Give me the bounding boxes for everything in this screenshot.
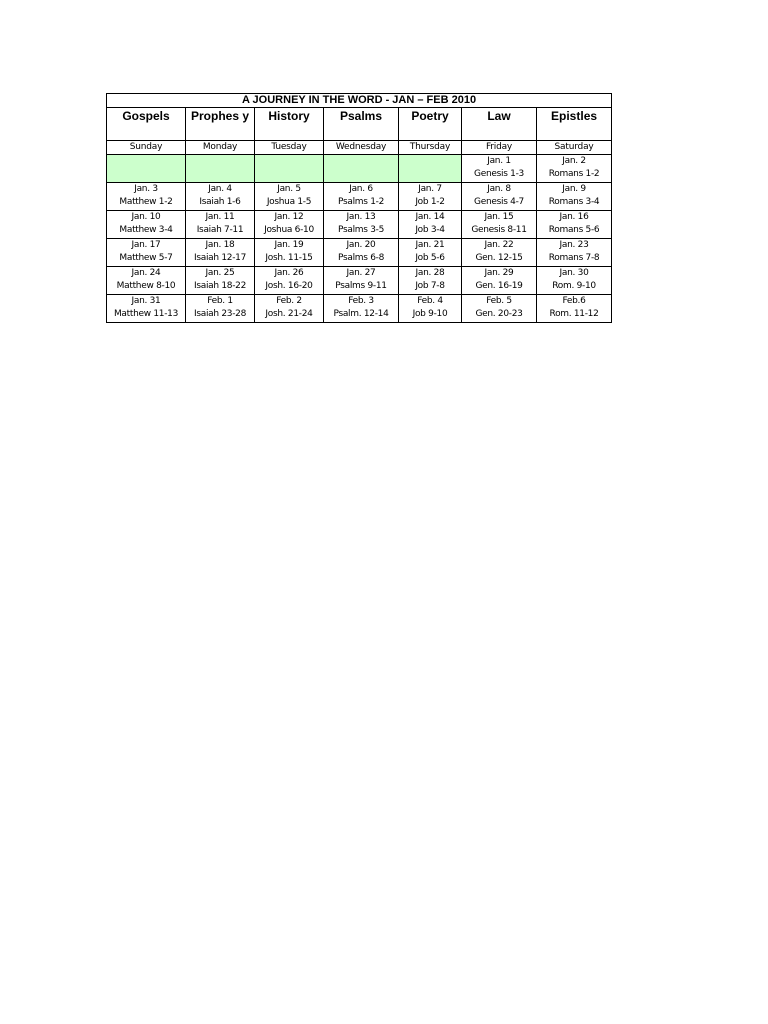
cell-date: Jan. 26 (274, 268, 304, 278)
cell-reading: Job 1-2 (415, 197, 445, 207)
day-monday: Monday (186, 141, 255, 155)
schedule-cell (186, 267, 255, 295)
schedule-cell (255, 295, 324, 323)
week-row (107, 155, 612, 183)
cell-date: Jan. 28 (415, 268, 445, 278)
cell-date: Jan. 21 (415, 240, 445, 250)
schedule-cell (537, 295, 612, 323)
schedule-cell (462, 211, 537, 239)
empty-highlighted-cell (186, 155, 255, 183)
schedule-cell (324, 239, 399, 267)
cell-date: Jan. 19 (274, 240, 304, 250)
schedule-cell (324, 267, 399, 295)
cell-reading: Rom. 11-12 (549, 309, 599, 319)
cell-reading: Isaiah 7-11 (196, 225, 244, 235)
cell-date: Jan. 23 (559, 240, 589, 250)
cell-reading: Romans 1-2 (548, 169, 600, 179)
cell-reading: Josh. 21-24 (265, 309, 313, 319)
cell-date: Jan. 14 (415, 212, 445, 222)
empty-highlighted-cell (255, 155, 324, 183)
cell-date: Feb. 2 (276, 296, 302, 306)
schedule-cell (462, 183, 537, 211)
cell-date: Jan. 20 (346, 240, 376, 250)
day-tuesday: Tuesday (255, 141, 324, 155)
schedule-cell (399, 183, 462, 211)
schedule-cell (186, 295, 255, 323)
cell-date: Jan. 12 (274, 212, 304, 222)
cell-reading: Job 9-10 (412, 309, 448, 319)
cell-reading: Rom. 9-10 (552, 281, 596, 291)
cell-reading: Psalm. 12-14 (333, 309, 389, 319)
schedule-cell (324, 211, 399, 239)
schedule-cell (186, 211, 255, 239)
schedule-cell (186, 183, 255, 211)
category-law: Law (462, 108, 537, 141)
schedule-cell (537, 183, 612, 211)
schedule-title: A JOURNEY IN THE WORD - JAN – FEB 2010 (107, 94, 612, 108)
cell-reading: Matthew 5-7 (119, 253, 173, 263)
cell-date: Jan. 29 (484, 268, 514, 278)
schedule-cell (107, 183, 186, 211)
cell-reading: Isaiah 23-28 (194, 309, 246, 319)
cell-date: Jan. 30 (559, 268, 589, 278)
schedule-cell (537, 211, 612, 239)
cell-reading: Isaiah 1-6 (199, 197, 241, 207)
schedule-cell (462, 295, 537, 323)
cell-date: Jan. 10 (131, 212, 161, 222)
schedule-cell (399, 267, 462, 295)
cell-date: Jan. 9 (562, 184, 586, 194)
schedule-cell (399, 211, 462, 239)
cell-date: Feb. 4 (417, 296, 443, 306)
empty-highlighted-cell (324, 155, 399, 183)
category-poetry: Poetry (399, 108, 462, 141)
schedule-cell (537, 267, 612, 295)
cell-reading: Joshua 6-10 (264, 225, 314, 235)
schedule-cell (462, 267, 537, 295)
schedule-cell (324, 295, 399, 323)
cell-date: Feb. 1 (207, 296, 233, 306)
day-friday: Friday (462, 141, 537, 155)
cell-date: Jan. 6 (349, 184, 373, 194)
cell-reading: Psalms 3-5 (338, 225, 384, 235)
cell-reading: Genesis 1-3 (474, 169, 524, 179)
reading-schedule-table (106, 93, 612, 323)
schedule-cell (537, 155, 612, 183)
cell-date: Jan. 11 (205, 212, 235, 222)
cell-reading: Romans 5-6 (548, 225, 600, 235)
cell-date: Jan. 7 (418, 184, 442, 194)
cell-date: Jan. 31 (131, 296, 161, 306)
cell-reading: Psalms 6-8 (338, 253, 384, 263)
cell-date: Jan. 25 (205, 268, 235, 278)
schedule-cell (324, 183, 399, 211)
title-row (107, 94, 612, 108)
day-row (107, 141, 612, 155)
cell-reading: Matthew 3-4 (119, 225, 173, 235)
cell-date: Jan. 18 (205, 240, 235, 250)
cell-date: Jan. 27 (346, 268, 376, 278)
day-sunday: Sunday (107, 141, 186, 155)
cell-date: Jan. 8 (487, 184, 511, 194)
week-row (107, 183, 612, 211)
week-row (107, 267, 612, 295)
cell-reading: Gen. 16-19 (475, 281, 523, 291)
cell-reading: Romans 7-8 (548, 253, 600, 263)
schedule-cell (107, 211, 186, 239)
cell-date: Jan. 24 (131, 268, 161, 278)
cell-reading: Matthew 1-2 (119, 197, 173, 207)
cell-date: Jan. 13 (346, 212, 376, 222)
cell-reading: Gen. 12-15 (475, 253, 523, 263)
category-epistles: Epistles (537, 108, 612, 141)
cell-reading: Joshua 1-5 (266, 197, 312, 207)
cell-date: Jan. 4 (208, 184, 232, 194)
cell-date: Feb.6 (562, 296, 586, 306)
cell-reading: Psalms 1-2 (338, 197, 384, 207)
day-saturday: Saturday (537, 141, 612, 155)
cell-reading: Gen. 20-23 (475, 309, 523, 319)
cell-reading: Josh. 11-15 (265, 253, 313, 263)
cell-reading: Genesis 8-11 (471, 225, 527, 235)
week-row (107, 295, 612, 323)
schedule-cell (255, 239, 324, 267)
cell-date: Jan. 3 (134, 184, 158, 194)
cell-date: Jan. 16 (559, 212, 589, 222)
schedule-cell (537, 239, 612, 267)
cell-date: Jan. 1 (487, 156, 511, 166)
cell-reading: Job 7-8 (415, 281, 445, 291)
cell-date: Jan. 2 (562, 156, 586, 166)
schedule-cell (255, 267, 324, 295)
category-history: History (255, 108, 324, 141)
cell-reading: Psalms 9-11 (335, 281, 387, 291)
cell-reading: Romans 3-4 (548, 197, 600, 207)
schedule-cell (186, 239, 255, 267)
cell-reading: Job 3-4 (415, 225, 445, 235)
schedule-cell (399, 295, 462, 323)
cell-reading: Matthew 8-10 (116, 281, 176, 291)
category-prophesy: Prophes y (186, 108, 255, 141)
day-thursday: Thursday (399, 141, 462, 155)
schedule-cell (255, 211, 324, 239)
cell-reading: Isaiah 12-17 (194, 253, 246, 263)
schedule-cell (462, 155, 537, 183)
schedule-cell (107, 267, 186, 295)
schedule-cell (107, 295, 186, 323)
cell-date: Jan. 15 (484, 212, 514, 222)
week-row (107, 211, 612, 239)
week-row (107, 239, 612, 267)
cell-reading: Genesis 4-7 (474, 197, 524, 207)
category-row (107, 108, 612, 141)
empty-highlighted-cell (399, 155, 462, 183)
cell-date: Jan. 22 (484, 240, 514, 250)
category-psalms: Psalms (324, 108, 399, 141)
schedule-cell (462, 239, 537, 267)
schedule-cell (255, 183, 324, 211)
cell-reading: Isaiah 18-22 (194, 281, 246, 291)
cell-date: Jan. 5 (277, 184, 301, 194)
schedule-cell (399, 239, 462, 267)
cell-date: Jan. 17 (131, 240, 161, 250)
cell-reading: Matthew 11-13 (113, 309, 179, 319)
cell-date: Feb. 5 (486, 296, 512, 306)
schedule-cell (107, 239, 186, 267)
cell-reading: Job 5-6 (415, 253, 445, 263)
day-wednesday: Wednesday (324, 141, 399, 155)
category-gospels: Gospels (107, 108, 186, 141)
cell-date: Feb. 3 (348, 296, 374, 306)
cell-reading: Josh. 16-20 (265, 281, 313, 291)
empty-highlighted-cell (107, 155, 186, 183)
